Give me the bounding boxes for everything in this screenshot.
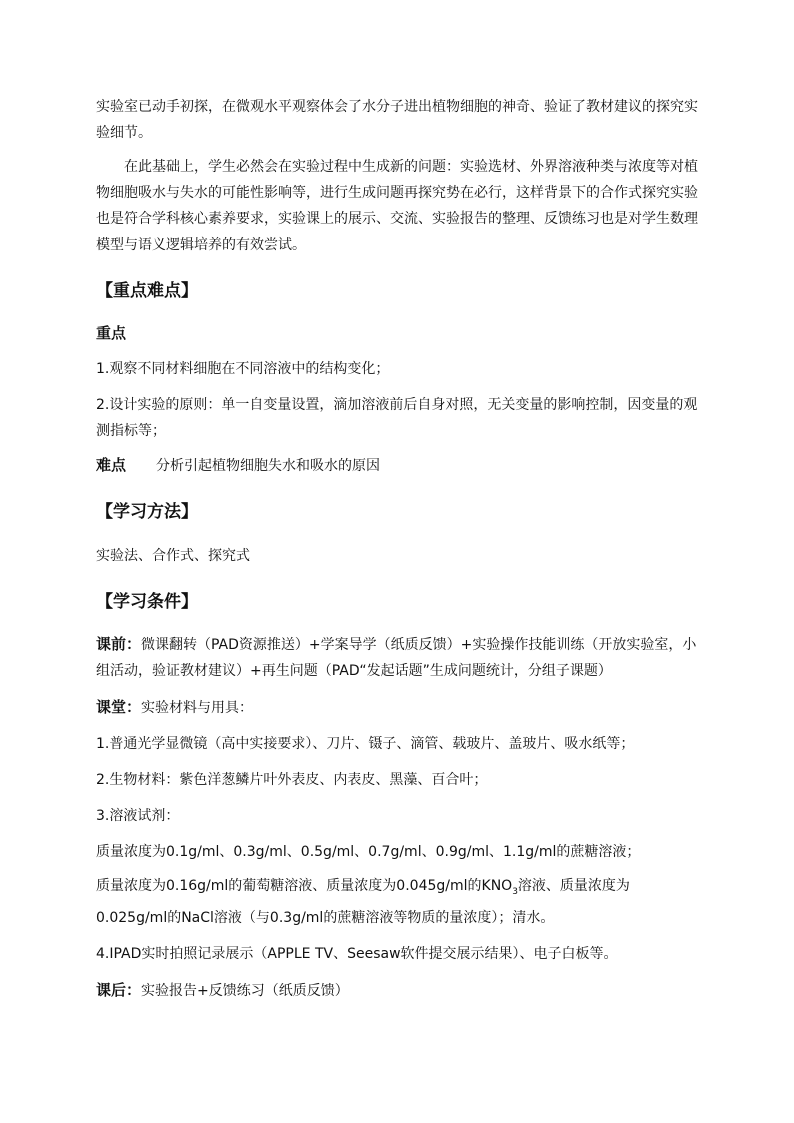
- condition-item-1: 1.普通光学显微镜（高中实接要求）、刀片、镊子、滴管、载玻片、盖玻片、吸水纸等；: [96, 736, 635, 752]
- subheading-key: 重点: [96, 324, 127, 342]
- other-solutions-text-a: 质量浓度为0.16g/ml的葡萄糖溶液、质量浓度为0.045g/ml的KNO: [96, 878, 513, 894]
- other-solutions-line: [96, 873, 698, 931]
- difficulty-text: 分析引起植物细胞失水和吸水的原因: [156, 458, 381, 474]
- key-point-item-2: 2.设计实验的原则：单一自变量设置，滴加溶液前后自身对照，无关变量的影响控制，因变量的观测指标等；: [96, 397, 698, 439]
- before-class-text: 微课翻转（PAD资源推送）+学案导学（纸质反馈）+实验操作技能训练（开放实验室，小组活动，验证教材建议）+再生问题（PAD“发起话题”生成问题统计，分组子课题）: [96, 637, 697, 679]
- difficulty-line: [96, 452, 698, 479]
- condition-item-4: 4.IPAD实时拍照记录展示（APPLE TV、Seesaw软件提交展示结果）、电子白板等。: [96, 945, 618, 962]
- before-class-paragraph: [96, 631, 698, 684]
- after-class-paragraph: [96, 977, 698, 1004]
- sucrose-solutions-line: 质量浓度为0.1g/ml、0.3g/ml、0.5g/ml、0.7g/ml、0.9g/ml、1.1g/ml的蔗糖溶液；: [96, 844, 641, 860]
- after-class-text: 实验报告+反馈练习（纸质反馈）: [141, 982, 349, 999]
- other-solutions-text-b: 溶液、质量浓度为0.025g/ml的NaCl溶液（与0.3g/ml的蔗糖溶液等物质的量浓度）；清水。: [96, 878, 630, 926]
- in-class-paragraph: [96, 694, 698, 721]
- section-heading-conditions: 【学习条件】: [96, 592, 198, 612]
- in-class-label: 课堂：: [96, 698, 142, 716]
- subheading-difficulty: 难点: [96, 456, 127, 474]
- key-point-item-1: 1.观察不同材料细胞在不同溶液中的结构变化；: [96, 361, 390, 377]
- intro-paragraph-1: 实验室已动手初探，在微观水平观察体会了水分子进出植物细胞的神奇、验证了教材建议的探究实验细节。: [96, 99, 698, 141]
- section-heading-methods: 【学习方法】: [96, 502, 198, 522]
- document-body: [96, 94, 698, 1004]
- after-class-label: 课后：: [96, 980, 142, 999]
- methods-text: 实验法、合作式、探究式: [96, 548, 250, 564]
- in-class-text: 实验材料与用具：: [141, 700, 254, 716]
- condition-item-2: 2.生物材料：紫色洋葱鳞片叶外表皮、内表皮、黑藻、百合叶；: [96, 772, 488, 788]
- section-heading-key-points: 【重点难点】: [96, 281, 198, 301]
- intro-paragraph-2: 在此基础上，学生必然会在实验过程中生成新的问题：实验选材、外界溶液种类与浓度等对植物细胞吸水与失水的可能性影响等，进行生成问题再探究势在必行，这样背景下的合作式探究实验也是符合学科核心素养要求，实验课上的展示、交流、实验报告的整理、反馈练习也是对学生数理模型与语义逻辑培养的有效尝试。: [96, 159, 698, 253]
- condition-item-3: 3.溶液试剂：: [96, 808, 180, 824]
- kno3-subscript: 3: [512, 886, 518, 897]
- before-class-label: 课前：: [96, 635, 142, 653]
